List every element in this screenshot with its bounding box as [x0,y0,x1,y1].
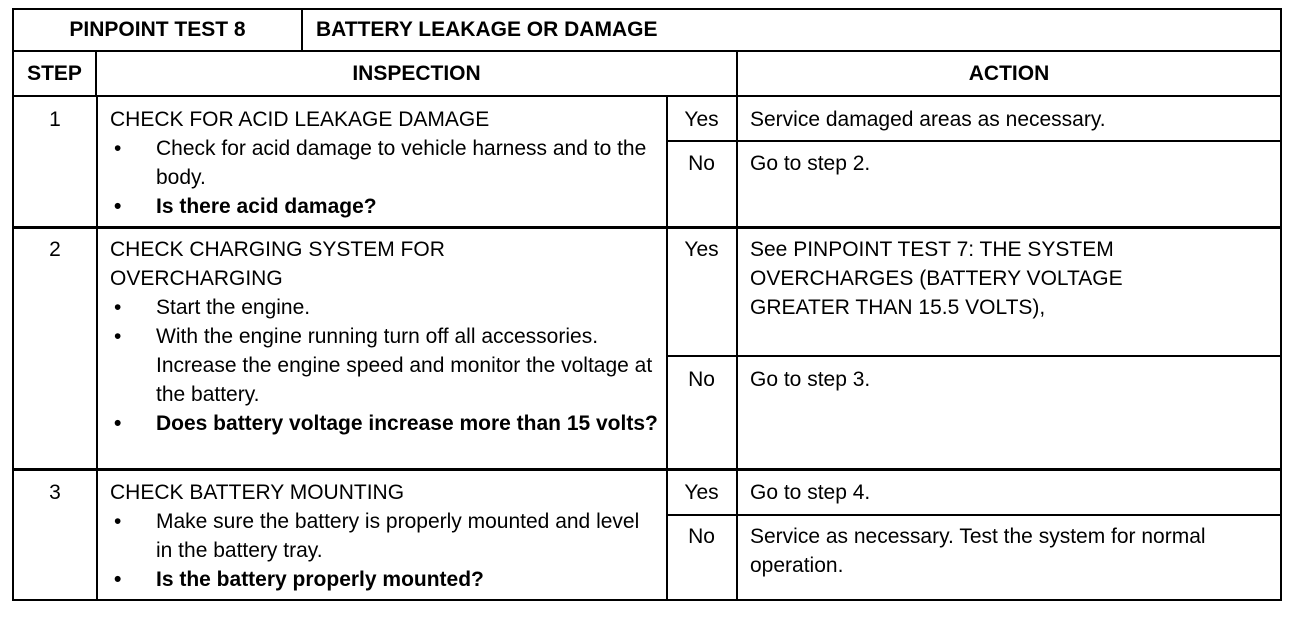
question-text: Is the battery properly mounted? [156,568,484,591]
bullet-icon: • [114,296,122,319]
header-inspection: INSPECTION [97,52,738,97]
bullet-text: Make sure the battery is properly mounted and level in the battery tray. [156,510,640,562]
inspection-question [110,192,660,221]
inspection-question [110,565,660,594]
yes-action: See PINPOINT TEST 7: THE SYSTEM OVERCHARGES (BATTERY VOLTAGE GREATER THAN 15.5 VOLTS), [750,238,1123,319]
inspection-cell [110,235,660,438]
divider [666,140,1280,142]
inspection-heading: CHECK FOR ACID LEAKAGE DAMAGE [110,108,490,131]
bullet-icon: • [114,510,122,533]
bullet-icon: • [114,137,122,160]
yes-label: Yes [684,481,719,504]
inspection-bullet [110,134,660,192]
question-text: Is there acid damage? [156,195,377,218]
test-label: PINPOINT TEST 8 [14,10,303,50]
bullet-text: Check for acid damage to vehicle harness and to the body. [156,137,647,189]
divider [666,514,1280,516]
test-name: BATTERY LEAKAGE OR DAMAGE [316,18,658,41]
divider [14,226,1280,229]
bullet-icon: • [114,412,122,435]
step-number: 3 [49,481,61,504]
yes-action: Service damaged areas as necessary. [750,108,1106,131]
inspection-bullet [110,293,660,322]
bullet-text: Start the engine. [156,296,311,319]
bullet-icon: • [114,325,122,348]
pinpoint-test-table [12,8,1282,601]
inspection-heading: CHECK BATTERY MOUNTING [110,481,405,504]
step-number: 1 [49,108,61,131]
yes-action: Go to step 4. [750,481,871,504]
yes-label: Yes [684,238,719,261]
bullet-icon: • [114,195,122,218]
no-label: No [688,368,715,391]
divider [14,468,1280,471]
inspection-heading: CHECK CHARGING SYSTEM FOR OVERCHARGING [110,238,445,290]
no-action: Go to step 2. [750,152,871,175]
inspection-question [110,409,660,438]
bullet-icon: • [114,568,122,591]
no-action: Go to step 3. [750,368,871,391]
inspection-bullet [110,322,660,409]
yes-label: Yes [684,108,719,131]
inspection-cell [110,105,660,221]
header-step: STEP [14,52,97,97]
step-number: 2 [49,238,61,261]
no-label: No [688,525,715,548]
divider [96,97,98,601]
no-label: No [688,152,715,175]
bullet-text: With the engine running turn off all accessories. Increase the engine speed and monitor the voltage at the battery. [156,325,653,406]
inspection-cell [110,478,660,594]
divider [736,97,738,601]
title-bar [14,10,1280,52]
no-action: Service as necessary. Test the system for normal operation. [750,525,1206,577]
question-text: Does battery voltage increase more than 15 volts? [156,412,658,435]
header-action: ACTION [738,52,1280,97]
divider [666,355,1280,357]
inspection-bullet [110,507,660,565]
